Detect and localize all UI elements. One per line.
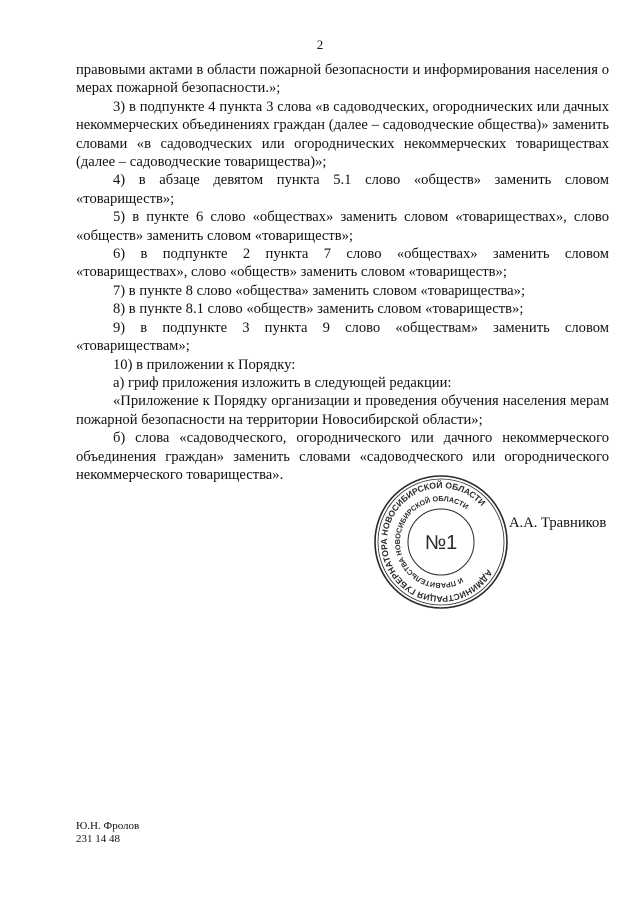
signature-name: А.А. Травников: [509, 515, 607, 531]
paragraph: 6) в подпункте 2 пункта 7 слово «обществах» заменить словом «товариществах», слово «обществ» заменить словом «товариществ»;: [76, 246, 609, 281]
executor-info: [76, 820, 139, 846]
paragraph: правовыми актами в области пожарной безопасности и информирования населения о мерах пожарной безопасности.»;: [76, 62, 609, 97]
paragraph: 8) в пункте 8.1 слово «обществ» заменить словом «товариществ»;: [113, 301, 524, 318]
paragraph: 3) в подпункте 4 пункта 3 слова «в садоводческих, огороднических или дачных некоммерческих объединениях граждан (далее – садоводческие общества)» заменить словами «в садоводческих или огороднических некоммерческих товариществах (далее – садоводческие товарищества)»;: [76, 98, 609, 171]
document-body: [76, 61, 609, 484]
paragraph: 4) в абзаце девятом пункта 5.1 слово «обществ» заменить словом «товариществ»;: [76, 172, 609, 207]
paragraph: б) слова «садоводческого, огороднического или дачного некоммерческого объединения граждан» заменить словами «садоводческого или огороднического некоммерческого товарищества».: [76, 430, 609, 483]
seal-inner-text: И ПРАВИТЕЛЬСТВА НОВОСИБИРСКОЙ ОБЛАСТИ: [392, 493, 471, 591]
page-number: 2: [316, 37, 324, 52]
paragraph: 10) в приложении к Порядку:: [113, 356, 296, 373]
official-seal: [373, 474, 509, 610]
paragraph: «Приложение к Порядку организации и проведения обучения населения мерам пожарной безопасности на территории Новосибирской области»;: [76, 393, 609, 428]
paragraph: 9) в подпункте 3 пункта 9 слово «обществам» заменить словом «товариществам»;: [76, 319, 609, 355]
executor-phone: 231 14 48: [76, 833, 120, 845]
paragraph: а) гриф приложения изложить в следующей редакции:: [113, 374, 452, 391]
executor-name: Ю.Н. Фролов: [76, 820, 140, 832]
paragraph: 7) в пункте 8 слово «общества» заменить словом «товарищества»;: [113, 282, 526, 299]
seal-outer-text: АДМИНИСТРАЦИЯ ГУБЕРНАТОРА НОВОСИБИРСКОЙ ОБЛАСТИ: [378, 479, 495, 605]
paragraph: 5) в пункте 6 слово «обществах» заменить словом «товариществах», слово «обществ» заменить словом «товариществ»;: [76, 209, 609, 244]
seal-center-number: №1: [424, 532, 458, 554]
